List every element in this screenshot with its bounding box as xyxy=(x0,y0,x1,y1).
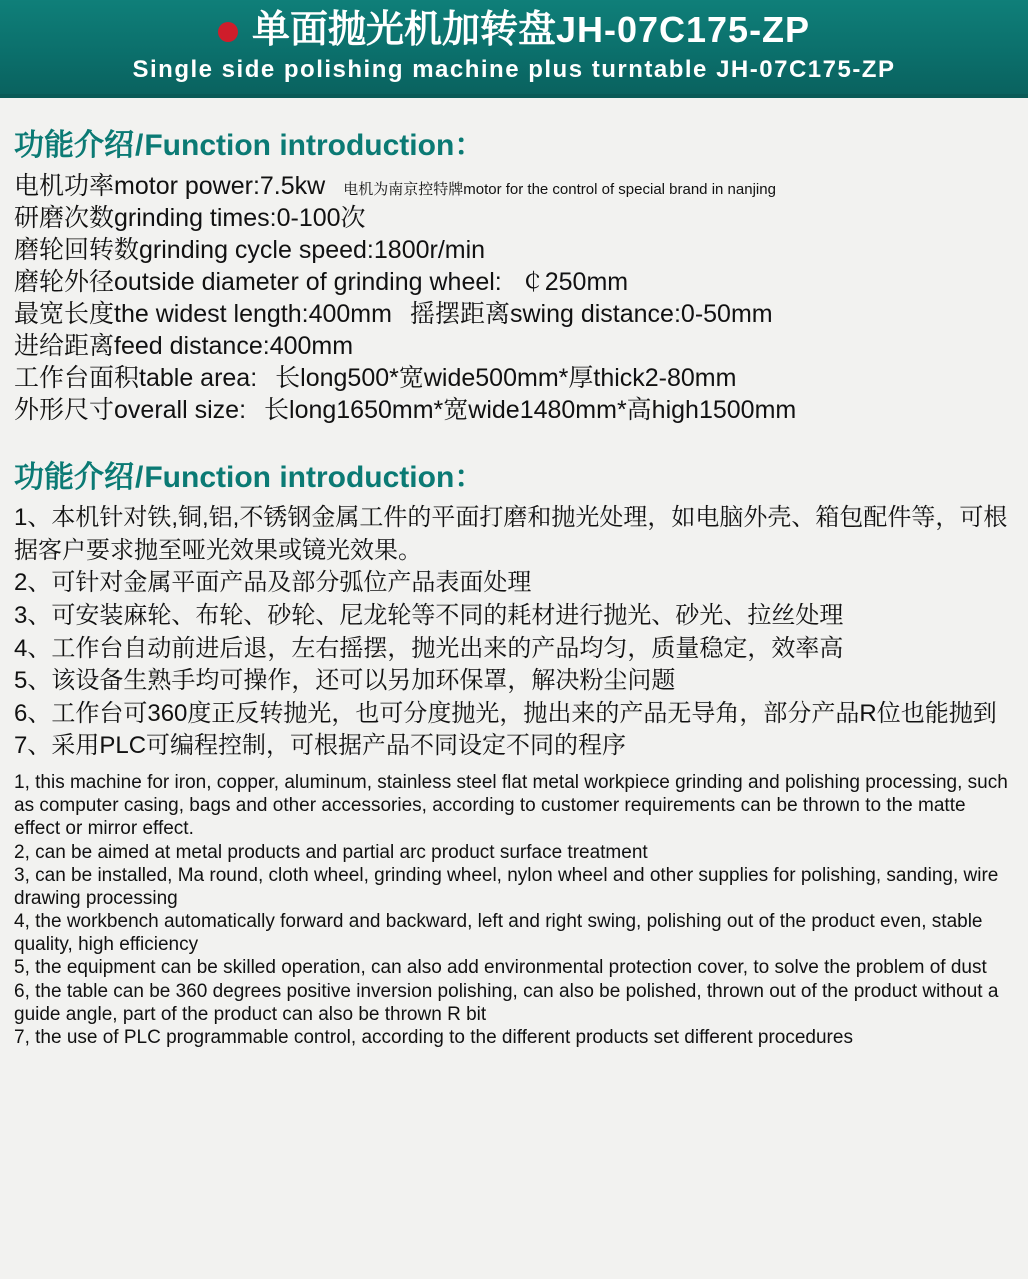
feature-item-en: 5, the equipment can be skilled operation, can also add environmental protection cover, to solve the problem of dust xyxy=(14,957,987,979)
product-title-english: Single side polishing machine plus turntable JH-07C175-ZP xyxy=(132,56,896,83)
spec-extra-label-cn: 摇摆距离 xyxy=(409,300,510,328)
product-model-number: JH-07C175-ZP xyxy=(555,9,811,50)
spec-row-overall-size xyxy=(14,394,1014,426)
header-title-row xyxy=(0,6,1028,54)
section-heading-specs xyxy=(14,120,1014,164)
spec-label-en: grinding times: xyxy=(114,204,277,232)
spec-label-cn: 最宽长度 xyxy=(14,300,115,328)
features-section xyxy=(14,452,1014,1049)
header-bottom-rule xyxy=(0,94,1028,98)
feature-item-en: 7, the use of PLC programmable control, according to the different products set different procedures xyxy=(14,1026,853,1048)
product-title-chinese: 单面抛光机加转盘 xyxy=(251,9,556,51)
spec-value: ￠250mm xyxy=(519,268,629,296)
section-heading-colon: ： xyxy=(454,129,485,162)
feature-item-cn: 2、可针对金属平面产品及部分弧位产品表面处理 xyxy=(14,569,532,597)
section-heading-features xyxy=(14,452,1014,496)
red-dot-icon xyxy=(218,22,238,42)
spec-label-cn: 进给距离 xyxy=(14,332,115,360)
section-heading-english: Function introduction xyxy=(144,129,455,162)
page-header xyxy=(0,0,1028,98)
spec-label-en: feed distance: xyxy=(114,332,270,360)
feature-item-en: 1, this machine for iron, copper, aluminum, stainless steel flat metal workpiece grinding and polishing processing, such as computer casing, bags and other accessories, according to customer requirements can be thrown to the matte effect or mirror effect. xyxy=(14,772,1008,840)
spec-value: 长long1650mm*宽wide1480mm*高high1500mm xyxy=(264,396,797,424)
spec-label-cn: 磨轮回转数 xyxy=(14,236,140,264)
specification-list xyxy=(14,170,1014,426)
spec-note-en: motor for the control of special brand in nanjing xyxy=(463,181,776,198)
feature-item-cn: 6、工作台可360度正反转抛光，也可分度抛光，抛出来的产品无导角，部分产品R位也能抛到 xyxy=(14,699,997,727)
section-heading-separator: / xyxy=(135,129,144,162)
spec-extra-label-en: swing distance: xyxy=(509,300,681,328)
spec-value: 400mm xyxy=(308,300,392,328)
feature-list-english xyxy=(14,771,1014,1049)
spec-value: 1800r/min xyxy=(373,236,486,264)
spec-label-cn: 研磨次数 xyxy=(14,204,115,232)
feature-item-cn: 7、采用PLC可编程控制，可根据产品不同设定不同的程序 xyxy=(14,732,627,760)
spec-row-grinding-times xyxy=(14,202,1014,234)
spec-row-feed-distance xyxy=(14,330,1014,362)
spec-label-cn: 电机功率 xyxy=(14,172,115,200)
feature-item-cn: 1、本机针对铁,铜,铝,不锈钢金属工件的平面打磨和抛光处理，如电脑外壳、箱包配件等，可根据客户要求抛至哑光效果或镜光效果。 xyxy=(14,504,1008,564)
spec-value: 400mm xyxy=(269,332,354,360)
spec-label-en: outside diameter of grinding wheel: xyxy=(114,268,502,296)
spec-row-wheel-diameter xyxy=(14,266,1014,298)
spec-extra-value: 0-50mm xyxy=(680,300,773,328)
spec-row-table-area xyxy=(14,362,1014,394)
section-heading-separator: / xyxy=(135,461,144,494)
spec-label-cn: 磨轮外径 xyxy=(14,268,115,296)
feature-item-cn: 4、工作台自动前进后退，左右摇摆，抛光出来的产品均匀，质量稳定，效率高 xyxy=(14,634,844,662)
spec-label-en: table area: xyxy=(139,364,258,392)
spec-label-en: overall size: xyxy=(114,396,247,424)
feature-item-cn: 3、可安装麻轮、布轮、砂轮、尼龙轮等不同的耗材进行抛光、砂光、拉丝处理 xyxy=(14,601,844,629)
spec-note-cn: 电机为南京控特牌 xyxy=(343,181,464,198)
spec-value: 7.5kw xyxy=(259,172,326,200)
spec-label-cn: 工作台面积 xyxy=(14,364,140,392)
section-heading-chinese: 功能介绍 xyxy=(14,129,134,162)
spec-label-en: motor power: xyxy=(114,172,260,200)
section-heading-chinese: 功能介绍 xyxy=(14,461,134,494)
spec-label-en: the widest length: xyxy=(114,300,309,328)
feature-item-cn: 5、该设备生熟手均可操作，还可以另加环保罩，解决粉尘问题 xyxy=(14,667,676,695)
feature-item-en: 2, can be aimed at metal products and partial arc product surface treatment xyxy=(14,841,648,863)
feature-item-en: 6, the table can be 360 degrees positive inversion polishing, can also be polished, thrown out of the product without a guide angle, part of the product can also be thrown R bit xyxy=(14,980,999,1025)
spec-row-widest-length xyxy=(14,298,1014,330)
spec-value: 长long500*宽wide500mm*厚thick2-80mm xyxy=(275,364,737,392)
section-heading-colon: ： xyxy=(454,461,485,494)
spec-value: 0-100次 xyxy=(276,204,366,232)
feature-item-en: 3, can be installed, Ma round, cloth wheel, grinding wheel, nylon wheel and other supplies for polishing, sanding, wire drawing processing xyxy=(14,864,999,909)
section-heading-english: Function introduction xyxy=(144,461,455,494)
spec-row-motor-power xyxy=(14,170,1014,202)
spec-label-cn: 外形尺寸 xyxy=(14,396,115,424)
spec-row-cycle-speed xyxy=(14,234,1014,266)
feature-item-en: 4, the workbench automatically forward and backward, left and right swing, polishing out of the product even, stable quality, high efficiency xyxy=(14,911,983,956)
spec-label-en: grinding cycle speed: xyxy=(139,236,374,264)
document-body xyxy=(0,98,1028,1049)
